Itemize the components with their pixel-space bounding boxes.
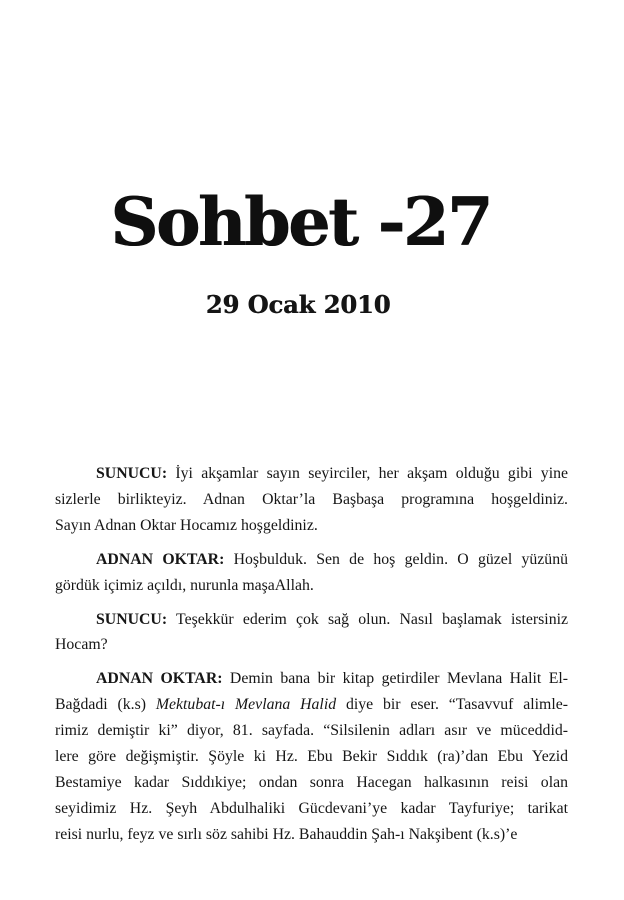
- text-run: seyidimiz Hz. Şeyh Abdulhaliki Gücdevani’ye kadar Tayfuriye; tarikat: [55, 799, 568, 817]
- text-run: İyi akşamlar sayın seyirciler, her akşam olduğu gibi yine: [167, 465, 568, 482]
- text-run: lere göre değişmiştir. Şöyle ki Hz. Ebu Bekir Sıddık (ra)’dan Ebu Yezid: [55, 748, 568, 766]
- text-run: Bağdadi (k.s): [55, 696, 156, 714]
- body-paragraph: [55, 461, 568, 539]
- text-line: [55, 573, 568, 599]
- text-run: rimiz demiştir ki” diyor, 81. sayfada. “Silsilenin adları asır ve müceddid-: [55, 722, 568, 740]
- text-run: Hoşbulduk. Sen de hoş geldin. O güzel yüzünü: [224, 550, 568, 568]
- text-line: [55, 461, 568, 487]
- text-line: [55, 666, 568, 692]
- text-run: Teşekkür ederim çok sağ olun. Nasıl başlamak istersiniz: [167, 610, 568, 628]
- chapter-title: Sohbet -27: [110, 183, 491, 261]
- speaker-label: SUNUCU:: [96, 465, 168, 482]
- chapter-date: 29 Ocak 2010: [205, 290, 391, 319]
- text-line: [55, 822, 568, 848]
- text-line: [55, 607, 568, 633]
- text-line: [55, 770, 568, 796]
- text-line: [55, 487, 568, 513]
- body-paragraph: [55, 607, 568, 659]
- text-run: reisi nurlu, feyz ve sırlı söz sahibi Hz. Bahauddin Şah-ı Nakşibent (k.s)’e: [55, 825, 518, 843]
- transcript-body: [55, 461, 568, 848]
- speaker-label: SUNUCU:: [96, 610, 168, 628]
- text-run: gördük içimiz açıldı, nurunla maşaAllah.: [55, 576, 314, 594]
- text-run: diye bir eser. “Tasavvuf alimle-: [336, 696, 569, 714]
- text-line: [55, 513, 568, 539]
- body-paragraph: [55, 666, 568, 847]
- text-run: Sayın Adnan Oktar Hocamız hoşgeldiniz.: [55, 516, 318, 534]
- speaker-label: ADNAN OKTAR:: [96, 550, 225, 568]
- speaker-label: ADNAN OKTAR:: [96, 670, 223, 688]
- text-run: Mektubat-ı Mevlana Halid: [155, 696, 337, 714]
- text-run: Hocam?: [55, 636, 108, 654]
- text-line: [55, 692, 568, 718]
- body-paragraph: [55, 547, 568, 599]
- text-line: [55, 547, 568, 573]
- text-line: [55, 744, 568, 770]
- text-run: Demin bana bir kitap getirdiler Mevlana Halit El-: [222, 670, 568, 688]
- text-line: [55, 796, 568, 822]
- text-run: sizlerle birlikteyiz. Adnan Oktar’la Başbaşa programına hoşgeldiniz.: [55, 490, 568, 508]
- text-run: Bestamiye kadar Sıddıkiye; ondan sonra Hacegan halkasının reisi olan: [55, 773, 568, 791]
- text-line: [55, 632, 568, 658]
- text-line: [55, 718, 568, 744]
